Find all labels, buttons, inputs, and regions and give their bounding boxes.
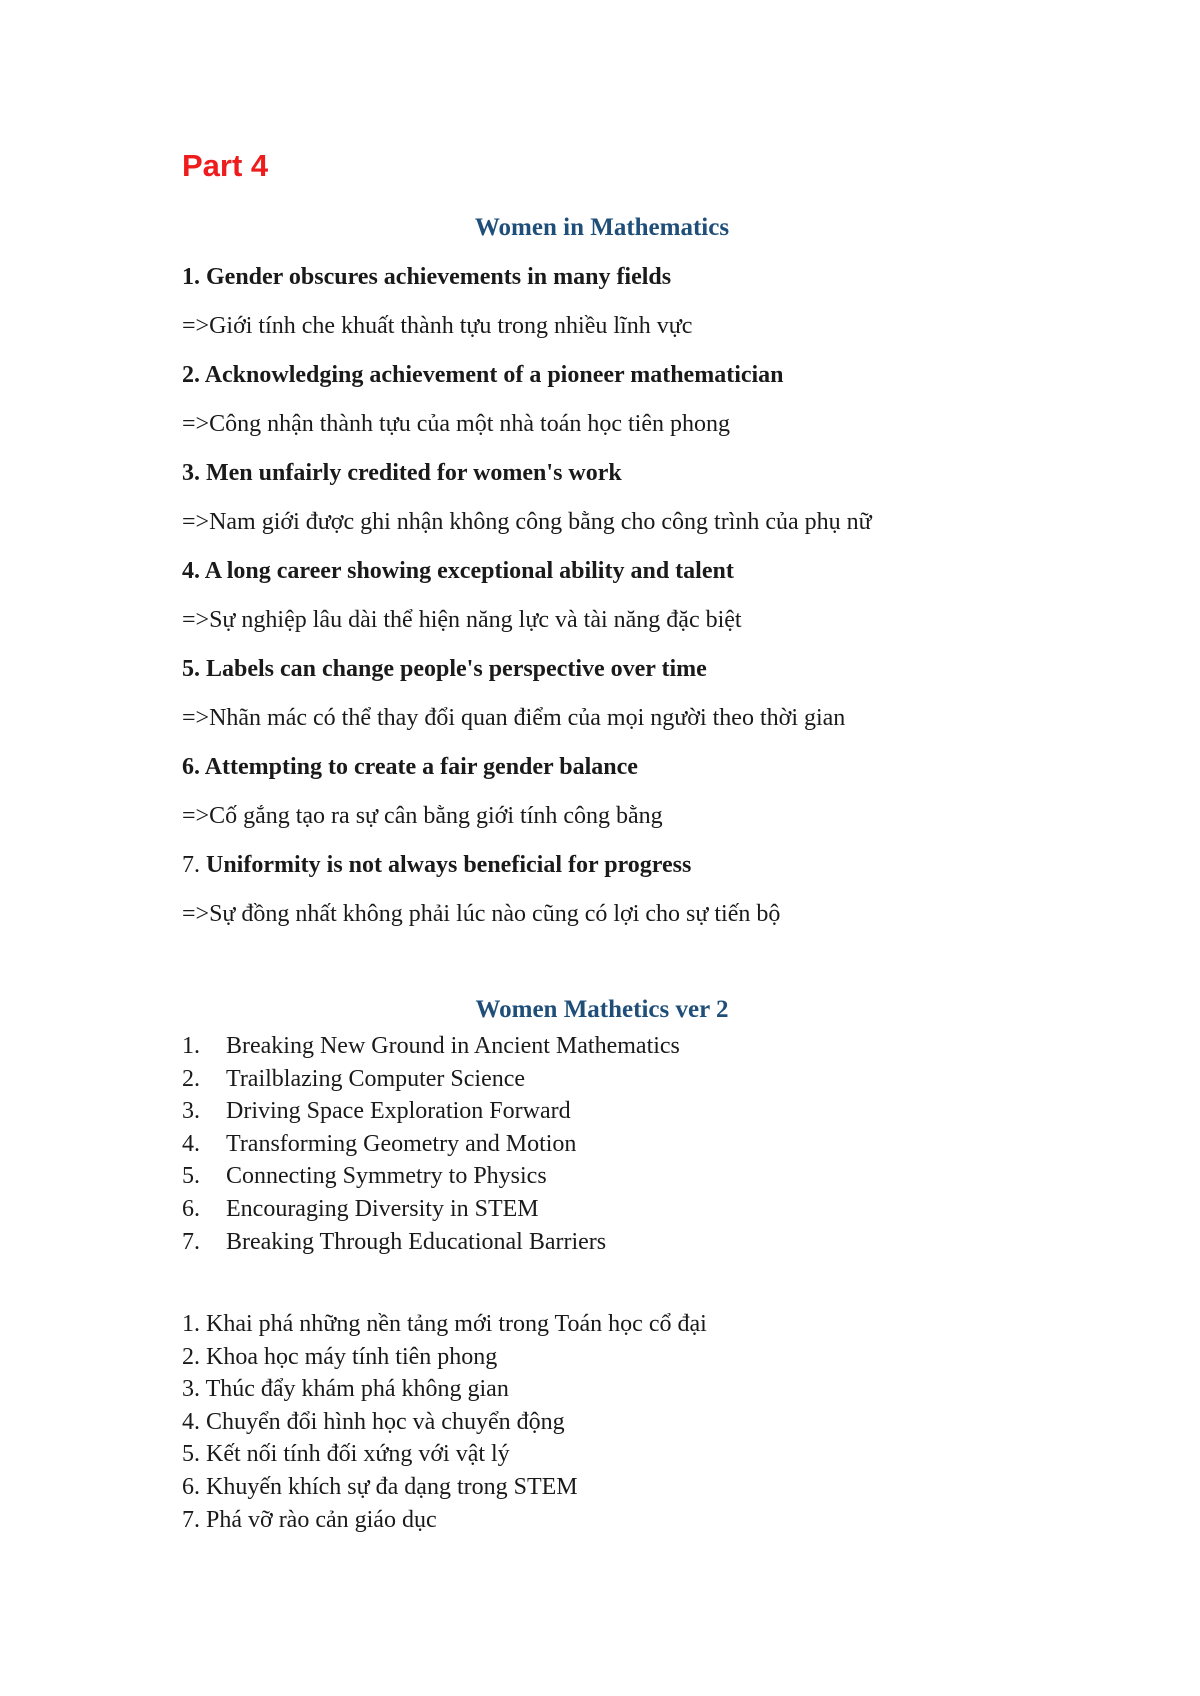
english-heading [182,262,1082,311]
english-heading [182,458,1082,507]
item-number: 6. [182,1195,200,1222]
english-heading-text: Labels can change people's perspective over time [206,656,707,682]
vietnamese-translation: =>Giới tính che khuất thành tựu trong nhiều lĩnh vực [182,313,693,339]
list-item: 5. Kết nối tính đối xứng với vật lý [182,1441,510,1468]
list-item [182,654,1082,752]
item-number: 1. [182,1033,200,1059]
english-heading-text: Gender obscures achievements in many fields [206,264,672,290]
english-heading [182,556,1082,605]
item-number: 5. [182,656,200,682]
list-item [182,458,1082,556]
item-number: 1. [182,264,200,290]
list-item-text: Breaking Through Educational Barriers [226,1228,607,1255]
list-item-text: Connecting Symmetry to Physics [226,1163,547,1190]
english-heading [182,850,1082,899]
list-item-text: Trailblazing Computer Science [226,1065,526,1092]
item-number: 4. [182,558,200,584]
item-number: 7. [182,1228,200,1255]
list-item [182,1193,680,1226]
list-item [182,850,1082,948]
english-heading [182,360,1082,409]
english-heading [182,752,1082,801]
list-item-text: Breaking New Ground in Ancient Mathematics [226,1033,680,1059]
list-item [182,1063,680,1096]
list-item [182,752,1082,850]
item-number: 3. [182,1098,200,1125]
list-item: 3. Thúc đẩy khám phá không gian [182,1376,509,1403]
list-item-text: Transforming Geometry and Motion [226,1130,577,1157]
item-number: 7. [182,852,200,878]
english-heading-text: Attempting to create a fair gender balance [204,754,638,780]
english-numbered-list [182,1030,680,1258]
item-number: 5. [182,1163,200,1190]
english-heading-text: A long career showing exceptional ability and talent [204,558,734,584]
list-item-text: Encouraging Diversity in STEM [226,1195,539,1222]
english-heading-text: Acknowledging achievement of a pioneer mathematician [204,362,784,388]
vietnamese-numbered-list [182,1308,707,1536]
list-item: 4. Chuyển đổi hình học và chuyển động [182,1408,565,1435]
english-heading-text: Men unfairly credited for women's work [206,460,622,486]
list-item [182,262,1082,360]
part-heading: Part 4 [182,148,269,183]
english-heading [182,654,1082,703]
list-item [182,1128,680,1161]
section-title-women-mathetics-ver-2: Women Mathetics ver 2 [475,996,729,1023]
list-item-text: Driving Space Exploration Forward [226,1098,571,1125]
heading-translation-list [182,262,1082,948]
vietnamese-translation: =>Sự đồng nhất không phải lúc nào cũng có lợi cho sự tiến bộ [182,901,781,927]
item-number: 4. [182,1130,200,1157]
item-number: 3. [182,460,200,486]
list-item [182,1095,680,1128]
item-number: 2. [182,1065,200,1092]
list-item: 6. Khuyến khích sự đa dạng trong STEM [182,1473,578,1500]
list-item [182,1226,680,1259]
vietnamese-translation: =>Công nhận thành tựu của một nhà toán học tiên phong [182,411,730,437]
section-title-women-in-mathematics: Women in Mathematics [474,214,730,241]
vietnamese-translation: =>Nhãn mác có thể thay đổi quan điểm của mọi người theo thời gian [182,705,846,731]
list-item: 7. Phá vỡ rào cản giáo dục [182,1506,437,1533]
list-item: 1. Khai phá những nền tảng mới trong Toán học cổ đại [182,1311,707,1337]
list-item [182,1160,680,1193]
vietnamese-translation: =>Nam giới được ghi nhận không công bằng cho công trình của phụ nữ [182,509,872,535]
english-heading-text: Uniformity is not always beneficial for progress [206,852,692,878]
vietnamese-translation: =>Cố gắng tạo ra sự cân bằng giới tính công bằng [182,803,663,829]
list-item [182,1030,680,1063]
vietnamese-translation: =>Sự nghiệp lâu dài thể hiện năng lực và tài năng đặc biệt [182,607,742,633]
item-number: 6. [182,754,200,780]
list-item [182,360,1082,458]
list-item: 2. Khoa học máy tính tiên phong [182,1343,498,1370]
item-number: 2. [182,362,200,388]
list-item [182,556,1082,654]
